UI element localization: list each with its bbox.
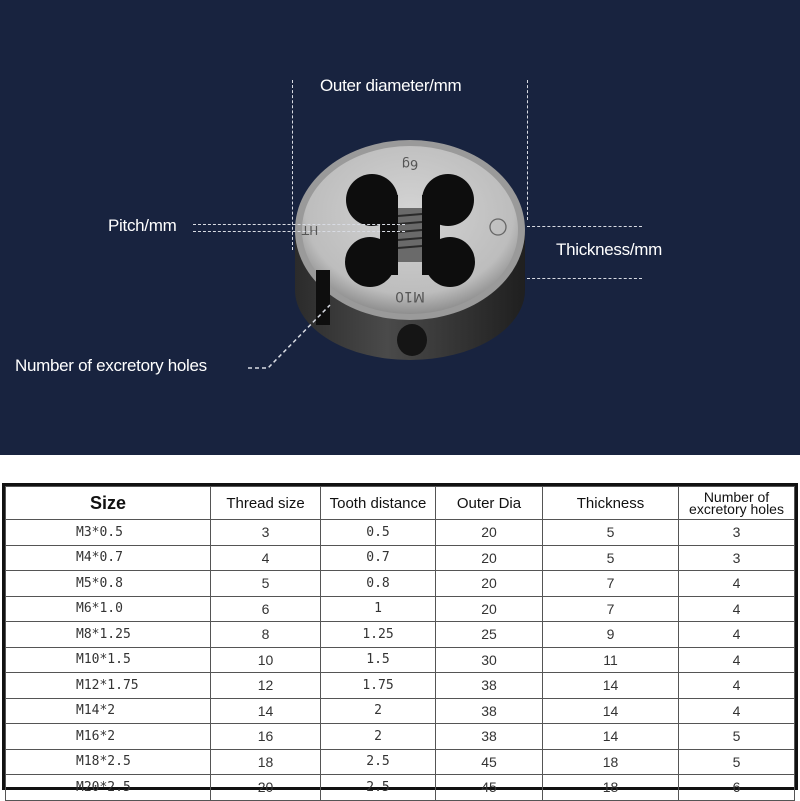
table-row — [6, 673, 795, 699]
cell-size: M12*1.75 — [6, 673, 211, 699]
cell-outer: 20 — [436, 571, 543, 597]
cell-holes: 4 — [679, 596, 795, 622]
cell-outer: 20 — [436, 520, 543, 546]
cell-size: M8*1.25 — [6, 622, 211, 648]
header-excretory-holes: Number of excretory holes — [679, 487, 795, 520]
excretory-holes-leader — [248, 300, 338, 375]
svg-text:M10: M10 — [395, 288, 425, 304]
thickness-guide-top — [527, 226, 642, 227]
cell-size: M10*1.5 — [6, 647, 211, 673]
cell-holes: 4 — [679, 571, 795, 597]
cell-outer: 30 — [436, 647, 543, 673]
cell-thread: 8 — [211, 622, 321, 648]
cell-thread: 6 — [211, 596, 321, 622]
cell-outer: 38 — [436, 724, 543, 750]
table-row — [6, 520, 795, 546]
cell-tooth: 2.5 — [321, 775, 436, 801]
cell-holes: 4 — [679, 673, 795, 699]
cell-tooth: 1 — [321, 596, 436, 622]
cell-thread: 4 — [211, 545, 321, 571]
cell-holes: 4 — [679, 647, 795, 673]
cell-outer: 38 — [436, 673, 543, 699]
cell-size: M14*2 — [6, 698, 211, 724]
pitch-guide-bottom — [193, 231, 405, 232]
table-row — [6, 545, 795, 571]
svg-text:HT: HT — [301, 223, 319, 237]
cell-thread: 14 — [211, 698, 321, 724]
cell-thickness: 7 — [543, 596, 679, 622]
table-row — [6, 724, 795, 750]
table-row — [6, 596, 795, 622]
cell-tooth: 2 — [321, 724, 436, 750]
table-row — [6, 647, 795, 673]
cell-thickness: 14 — [543, 698, 679, 724]
header-tooth-distance: Tooth distance — [321, 487, 436, 520]
cell-thickness: 9 — [543, 622, 679, 648]
outer-diameter-label: Outer diameter/mm — [320, 76, 462, 95]
cell-holes: 6 — [679, 775, 795, 801]
cell-holes: 5 — [679, 749, 795, 775]
cell-thread: 3 — [211, 520, 321, 546]
cell-thickness: 18 — [543, 775, 679, 801]
cell-thread: 16 — [211, 724, 321, 750]
table-row — [6, 698, 795, 724]
cell-size: M6*1.0 — [6, 596, 211, 622]
table-row — [6, 775, 795, 801]
cell-thickness: 5 — [543, 520, 679, 546]
cell-holes: 3 — [679, 545, 795, 571]
header-thread-size: Thread size — [211, 487, 321, 520]
cell-size: M3*0.5 — [6, 520, 211, 546]
cell-size: M5*0.8 — [6, 571, 211, 597]
cell-thread: 20 — [211, 775, 321, 801]
svg-text:6g: 6g — [401, 156, 419, 171]
cell-holes: 3 — [679, 520, 795, 546]
header-outer-dia: Outer Dia — [436, 487, 543, 520]
header-size: Size — [6, 487, 211, 520]
header-thickness: Thickness — [543, 487, 679, 520]
cell-thickness: 5 — [543, 545, 679, 571]
cell-size: M18*2.5 — [6, 749, 211, 775]
cell-tooth: 2.5 — [321, 749, 436, 775]
cell-outer: 45 — [436, 749, 543, 775]
cell-thread: 10 — [211, 647, 321, 673]
table-row — [6, 622, 795, 648]
cell-tooth: 1.5 — [321, 647, 436, 673]
pitch-guide-top — [193, 224, 405, 225]
cell-size: M16*2 — [6, 724, 211, 750]
cell-tooth: 2 — [321, 698, 436, 724]
cell-thread: 5 — [211, 571, 321, 597]
cell-tooth: 1.25 — [321, 622, 436, 648]
cell-holes: 5 — [679, 724, 795, 750]
cell-tooth: 0.8 — [321, 571, 436, 597]
specification-table — [2, 483, 798, 796]
cell-outer: 20 — [436, 545, 543, 571]
cell-size: M20*2.5 — [6, 775, 211, 801]
cell-outer: 45 — [436, 775, 543, 801]
pitch-label: Pitch/mm — [108, 216, 177, 235]
cell-outer: 25 — [436, 622, 543, 648]
cell-tooth: 1.75 — [321, 673, 436, 699]
cell-holes: 4 — [679, 622, 795, 648]
cell-holes: 4 — [679, 698, 795, 724]
table-row — [6, 749, 795, 775]
cell-tooth: 0.7 — [321, 545, 436, 571]
cell-outer: 38 — [436, 698, 543, 724]
cell-thickness: 11 — [543, 647, 679, 673]
cell-thickness: 7 — [543, 571, 679, 597]
table-row — [6, 571, 795, 597]
excretory-holes-label: Number of excretory holes — [15, 356, 207, 375]
cell-size: M4*0.7 — [6, 545, 211, 571]
cell-thickness: 14 — [543, 673, 679, 699]
cell-thread: 18 — [211, 749, 321, 775]
cell-thread: 12 — [211, 673, 321, 699]
cell-tooth: 0.5 — [321, 520, 436, 546]
cell-thickness: 14 — [543, 724, 679, 750]
table-header-row — [6, 487, 795, 520]
cell-thickness: 18 — [543, 749, 679, 775]
thickness-label: Thickness/mm — [556, 240, 662, 259]
thickness-guide-bottom — [527, 278, 642, 279]
cell-outer: 20 — [436, 596, 543, 622]
